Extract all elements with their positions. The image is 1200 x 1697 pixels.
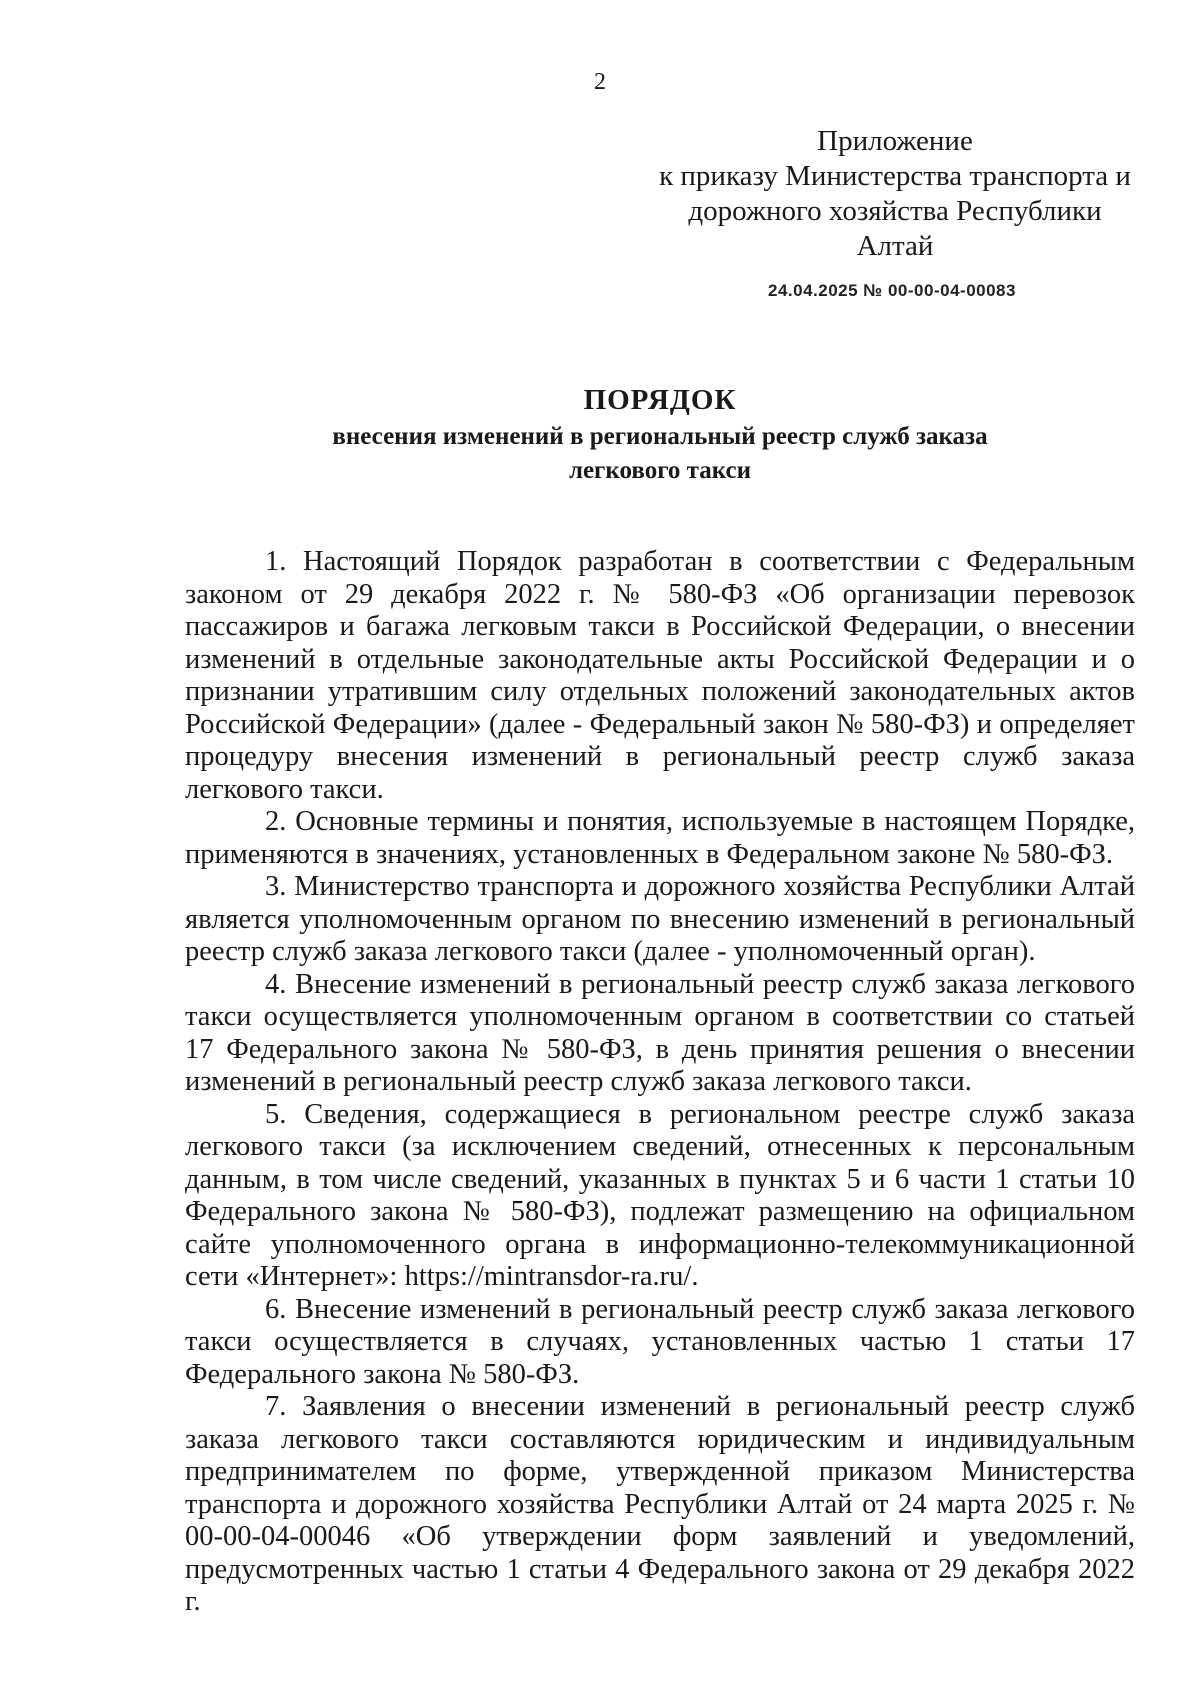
paragraph-2: 2. Основные термины и понятия, используемые в настоящем Порядке, применяются в значениях, установленных в Федеральном законе № 580-ФЗ. [185, 806, 1135, 870]
appendix-line: Алтай [856, 230, 934, 262]
order-date-number: 24.04.2025 № 00-00-04-00083 [768, 281, 1016, 300]
appendix-line: к приказу Министерства транспорта и [659, 160, 1131, 192]
paragraph-1: 1. Настоящий Порядок разработан в соответствии с Федеральным законом от 29 декабря 2022 г. № 580-ФЗ «Об организации перевозок пассажиров и багажа легковым такси в Российской Федерации, о внесении изменений в отдельные законодательные акты Российской Федерации и о признании утратившим силу отдельных положений законодательных актов Российской Федерации» (далее - Федеральный закон № 580-ФЗ) и определяет процедуру внесения изменений в региональный реестр служб заказа легкового такси. [185, 546, 1135, 805]
title-subtitle-line: легкового такси [568, 457, 752, 484]
title-main: ПОРЯДОК [583, 384, 737, 416]
appendix-line: дорожного хозяйства Республики [688, 195, 1102, 227]
document-title [185, 380, 1135, 488]
paragraph-5: 5. Сведения, содержащиеся в региональном реестре служб заказа легкового такси (за исключением сведений, отнесенных к персональным данным, в том числе сведений, указанных в пунктах 5 и 6 части 1 статьи 10 Федерального закона № 580-ФЗ), подлежат размещению на официальном сайте уполномоченного органа в информационно-телекоммуникационной сети «Интернет»: https://mintransdor-ra.ru/. [185, 1098, 1135, 1292]
appendix-line: Приложение [817, 125, 973, 157]
paragraph-7: 7. Заявления о внесении изменений в региональный реестр служб заказа легкового такси составляются юридическим и индивидуальным предпринимателем по форме, утвержденной приказом Министерства транспорта и дорожного хозяйства Республики Алтай от 24 марта 2025 г. № 00-00-04-00046 «Об утверждении форм заявлений и уведомлений, предусмотренных частью 1 статьи 4 Федерального закона от 29 декабря 2022 г. [185, 1391, 1135, 1617]
page-number: 2 [594, 69, 606, 95]
document-body [185, 546, 1135, 1619]
appendix-header [655, 124, 1135, 264]
paragraph-3: 3. Министерство транспорта и дорожного хозяйства Республики Алтай является уполномоченным органом по внесению изменений в региональный реестр служб заказа легкового такси (далее - уполномоченный орган). [185, 871, 1135, 967]
title-subtitle-line: внесения изменений в региональный реестр служб заказа [332, 423, 988, 450]
paragraph-6: 6. Внесение изменений в региональный реестр служб заказа легкового такси осуществляется в случаях, установленных частью 1 статьи 17 Федерального закона № 580-ФЗ. [185, 1293, 1135, 1390]
paragraph-4: 4. Внесение изменений в региональный реестр служб заказа легкового такси осуществляется уполномоченным органом в соответствии со статьей 17 Федерального закона № 580-ФЗ, в день принятия решения о внесении изменений в региональный реестр служб заказа легкового такси. [185, 968, 1135, 1097]
